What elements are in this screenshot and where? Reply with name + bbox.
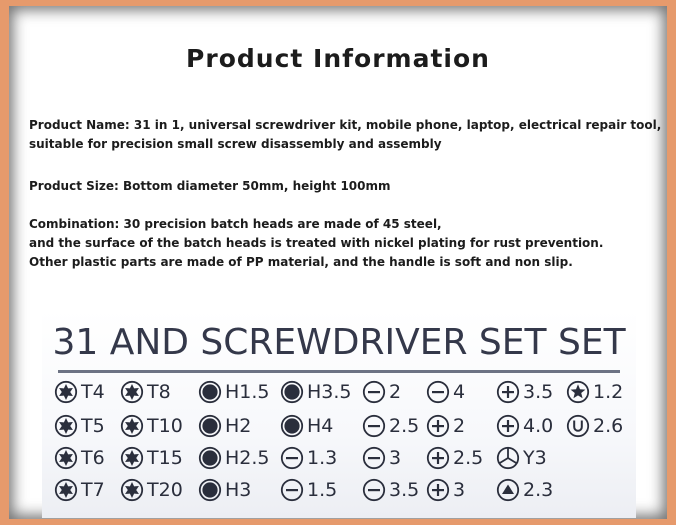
torx-icon [120, 380, 144, 404]
bit-label: 2.5 [389, 415, 420, 437]
bit-label: Y3 [523, 447, 547, 469]
y-type-icon [496, 446, 520, 470]
bit-item [280, 378, 352, 406]
combination-line: Other plastic parts are made of PP material, and the handle is soft and non slip. [29, 255, 573, 269]
bit-item [54, 378, 105, 406]
hex-icon [198, 414, 222, 438]
bit-label: 4 [453, 381, 466, 403]
bit-item [426, 444, 483, 472]
bit-label: 4.0 [523, 415, 554, 437]
u-type-icon [566, 414, 590, 438]
slotted-icon [362, 478, 386, 502]
bit-item [54, 476, 105, 504]
bit-label: 2 [453, 415, 466, 437]
bit-label: 2.3 [523, 479, 554, 501]
bit-item [198, 412, 251, 440]
bit-label: T5 [81, 415, 105, 437]
pentalobe-icon [566, 380, 590, 404]
torx-icon [54, 446, 78, 470]
bit-label: H2.5 [225, 447, 270, 469]
hex-icon [198, 478, 222, 502]
bit-label: T6 [81, 447, 105, 469]
bit-label: T10 [147, 415, 183, 437]
bit-label: 1.2 [593, 381, 624, 403]
bit-item [120, 378, 171, 406]
slotted-icon [426, 380, 450, 404]
bit-label: 2 [389, 381, 402, 403]
combination-line: Combination: 30 precision batch heads are made of 45 steel, [29, 217, 442, 231]
phillips-icon [426, 414, 450, 438]
combination-text [29, 215, 676, 272]
bit-label: T7 [81, 479, 105, 501]
bit-item [426, 412, 465, 440]
bit-item [496, 476, 553, 504]
torx-icon [54, 478, 78, 502]
bit-label: 1.5 [307, 479, 338, 501]
product-size-text [29, 177, 676, 196]
torx-icon [120, 446, 144, 470]
bit-item [120, 476, 183, 504]
bit-label: H2 [225, 415, 252, 437]
bit-label: T8 [147, 381, 171, 403]
hex-icon [280, 380, 304, 404]
bit-item [198, 378, 270, 406]
bit-item [426, 378, 465, 406]
phillips-icon [496, 414, 520, 438]
slotted-icon [280, 478, 304, 502]
phillips-icon [426, 478, 450, 502]
bit-label: T20 [147, 479, 183, 501]
bit-label: H3.5 [307, 381, 352, 403]
slotted-icon [362, 380, 386, 404]
bit-label: H3 [225, 479, 252, 501]
set-heading: 31 AND SCREWDRIVER SET SET [52, 322, 626, 363]
bit-item [280, 476, 337, 504]
bit-item [362, 476, 419, 504]
bit-label: T15 [147, 447, 183, 469]
bit-label: 3.5 [523, 381, 554, 403]
hex-icon [198, 380, 222, 404]
slotted-icon [280, 446, 304, 470]
torx-icon [54, 380, 78, 404]
slotted-icon [362, 446, 386, 470]
hex-icon [198, 446, 222, 470]
bit-item [496, 412, 553, 440]
bit-label: H4 [307, 415, 334, 437]
bit-label: T4 [81, 381, 105, 403]
bit-item [362, 378, 401, 406]
product-name-line: suitable for precision small screw disassembly and assembly [29, 137, 442, 151]
product-size-line: Product Size: Bottom diameter 50mm, height 100mm [29, 179, 391, 193]
bit-label: 1.3 [307, 447, 338, 469]
bit-label: 3 [389, 447, 402, 469]
bit-item [54, 412, 105, 440]
divider [58, 370, 620, 373]
bit-item [280, 444, 337, 472]
bit-label: 3.5 [389, 479, 420, 501]
product-name-text [29, 116, 676, 154]
bit-item [496, 444, 547, 472]
torx-icon [120, 478, 144, 502]
torx-icon [54, 414, 78, 438]
bit-item [280, 412, 333, 440]
slotted-icon [362, 414, 386, 438]
torx-icon [120, 414, 144, 438]
bit-label: H1.5 [225, 381, 270, 403]
hex-icon [280, 414, 304, 438]
phillips-icon [496, 380, 520, 404]
bit-item [426, 476, 465, 504]
bit-label: 3 [453, 479, 466, 501]
bit-label: 2.5 [453, 447, 484, 469]
product-name-line: Product Name: 31 in 1, universal screwdriver kit, mobile phone, laptop, electrical repair tool, [29, 118, 662, 132]
bit-item [566, 378, 623, 406]
bit-item [362, 412, 419, 440]
bit-item [496, 378, 553, 406]
phillips-icon [426, 446, 450, 470]
bit-label: 2.6 [593, 415, 624, 437]
bit-item [362, 444, 401, 472]
bit-item [120, 444, 183, 472]
bit-item [54, 444, 105, 472]
bit-item [198, 444, 270, 472]
bit-item [198, 476, 251, 504]
screwdriver-set-panel [42, 310, 636, 518]
triangle-icon [496, 478, 520, 502]
combination-line: and the surface of the batch heads is treated with nickel plating for rust prevention. [29, 236, 604, 250]
page-title: Product Information [186, 44, 490, 73]
bit-item [120, 412, 183, 440]
bit-item [566, 412, 623, 440]
